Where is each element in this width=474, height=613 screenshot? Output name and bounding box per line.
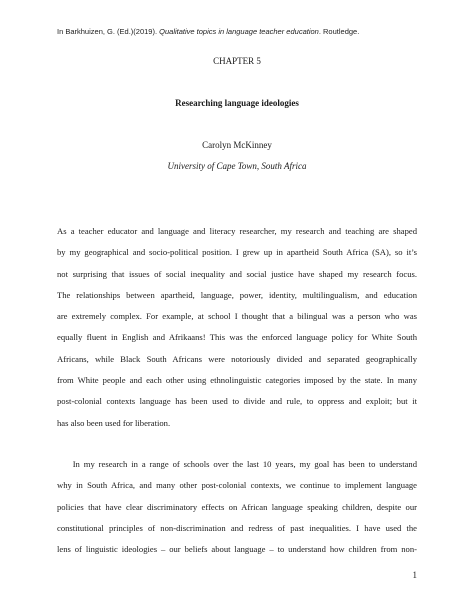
citation-header [57, 27, 359, 37]
paragraph-line: has also been used for liberation. [57, 417, 171, 428]
chapter-label: CHAPTER 5 [213, 56, 261, 66]
paragraph-line: The relationships between apartheid, language, power, identity, multilingualism, and education [57, 289, 417, 300]
paragraph-2 [57, 454, 417, 560]
citation-suffix: . Routledge. [318, 27, 360, 36]
paragraph-line: are extremely complex. For example, at school I thought that a bilingual was a person who was [57, 311, 417, 322]
paragraph-line: not surprising that issues of social inequality and social justice have shaped my research focus. [57, 268, 417, 279]
paragraph-line: why in South Africa, and many other post-colonial contexts, we continue to implement language [57, 480, 417, 491]
paragraph-line: policies that have clear discriminatory effects on African language speaking children, despite our [57, 501, 417, 512]
paragraph-line: As a teacher educator and language and literacy researcher, my research and teaching are shaped [57, 226, 417, 236]
paragraph-1 [57, 221, 417, 434]
paragraph-line: from White people and each other using ethnolinguistic categories imposed by the state. In many [57, 375, 417, 386]
paragraph-line: lens of linguistic ideologies – our beliefs about language – to understand how children from non- [57, 544, 417, 555]
paragraph-line: equally fluent in English and Afrikaans! This was the enforced language policy for White South [57, 332, 417, 343]
paragraph-line: constitutional principles of non-discrimination and redress of past inequalities. I have used the [57, 522, 417, 533]
page-number: 1 [412, 570, 417, 580]
citation-book-title: Qualitative topics in language teacher education [159, 27, 319, 36]
paragraph-line: Africans, while Black South Africans were notoriously divided and separated geographically [57, 353, 417, 364]
paragraph-line: by my geographical and socio-political position. I grew up in apartheid South Africa (SA), so it’s [57, 247, 417, 258]
paragraph-line: In my research in a range of schools over the last 10 years, my goal has been to understand [57, 459, 417, 469]
paragraph-line: post-colonial contexts language has been used to divide and rule, to oppress and exploit; but it [57, 396, 417, 407]
citation-prefix: In Barkhuizen, G. (Ed.)(2019). [57, 27, 160, 36]
author-name: Carolyn McKinney [202, 140, 272, 150]
author-affiliation: University of Cape Town, South Africa [167, 161, 307, 171]
chapter-title: Researching language ideologies [175, 98, 299, 108]
